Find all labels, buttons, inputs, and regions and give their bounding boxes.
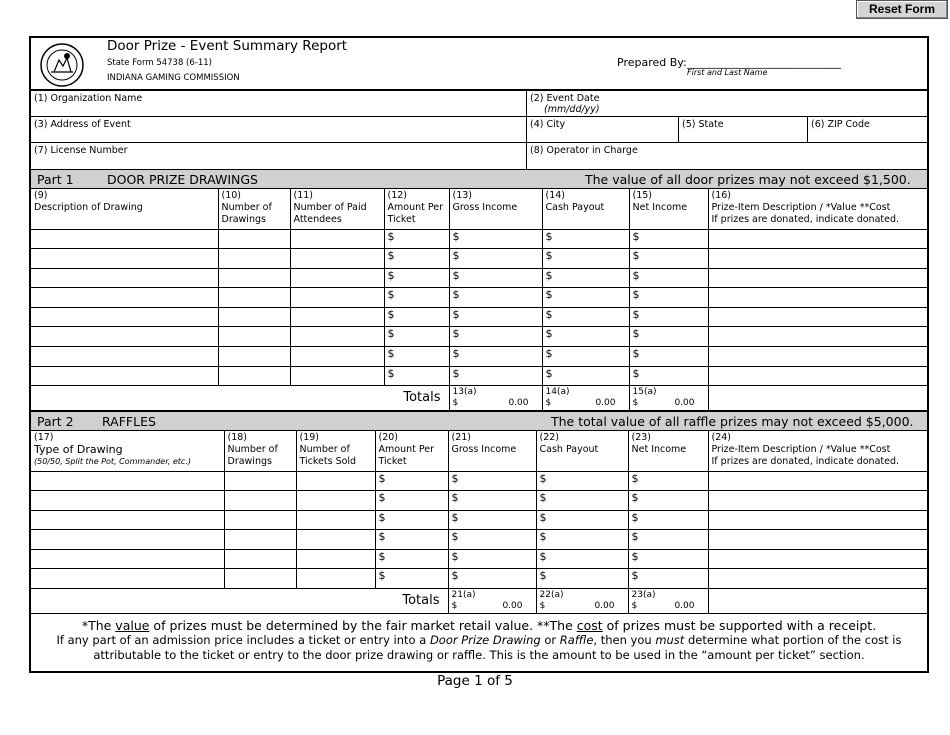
entry-cell[interactable]	[708, 491, 927, 511]
entry-cell[interactable]: $	[449, 366, 542, 386]
entry-cell[interactable]	[708, 471, 927, 491]
entry-cell[interactable]: $	[375, 471, 448, 491]
state-seal-icon	[39, 42, 85, 88]
entry-cell[interactable]	[31, 268, 218, 288]
entry-cell[interactable]: $	[384, 366, 449, 386]
column-header: (18) Number of Drawings	[224, 431, 296, 471]
entry-cell[interactable]: $	[542, 268, 629, 288]
entry-cell[interactable]	[31, 327, 218, 347]
entry-cell[interactable]: $	[628, 549, 708, 569]
table-row	[31, 510, 927, 530]
form-title: Door Prize - Event Summary Report	[107, 38, 348, 54]
total-amount: 22(a) $ 0.00	[536, 589, 628, 614]
city-field[interactable]: (4) City	[527, 117, 679, 142]
entry-cell[interactable]: $	[375, 510, 448, 530]
entry-cell[interactable]	[290, 249, 384, 269]
entry-cell[interactable]	[296, 471, 375, 491]
entry-cell[interactable]: $	[542, 366, 629, 386]
totals-blank	[708, 589, 927, 614]
address-field[interactable]: (3) Address of Event	[31, 117, 527, 142]
entry-cell[interactable]: $	[542, 307, 629, 327]
table-row	[31, 307, 927, 327]
table-row	[31, 288, 927, 308]
entry-cell[interactable]: $	[629, 307, 708, 327]
entry-cell[interactable]	[31, 249, 218, 269]
entry-cell[interactable]: $	[448, 569, 536, 589]
entry-cell[interactable]	[708, 510, 927, 530]
entry-cell[interactable]: $	[629, 347, 708, 367]
column-header: (17) Type of Drawing (50/50, Split the Pot, Commander, etc.)	[31, 431, 224, 471]
entry-cell[interactable]	[708, 549, 927, 569]
entry-cell[interactable]: $	[629, 229, 708, 249]
entry-cell[interactable]: $	[629, 288, 708, 308]
entry-cell[interactable]	[708, 569, 927, 589]
entry-cell[interactable]	[31, 491, 224, 511]
entry-cell[interactable]	[290, 347, 384, 367]
entry-cell[interactable]: $	[628, 491, 708, 511]
entry-cell[interactable]	[224, 491, 296, 511]
entry-cell[interactable]	[296, 549, 375, 569]
entry-cell[interactable]: $	[384, 347, 449, 367]
entry-cell[interactable]: $	[375, 491, 448, 511]
entry-cell[interactable]	[296, 569, 375, 589]
entry-cell[interactable]	[31, 307, 218, 327]
entry-cell[interactable]: $	[375, 530, 448, 550]
entry-cell[interactable]: $	[375, 569, 448, 589]
table-row	[31, 530, 927, 550]
entry-cell[interactable]: $	[449, 288, 542, 308]
column-header: (22) Cash Payout	[536, 431, 628, 471]
entry-cell[interactable]: $	[375, 549, 448, 569]
entry-cell[interactable]	[224, 569, 296, 589]
total-amount: 14(a) $ 0.00	[542, 386, 629, 411]
entry-cell[interactable]: $	[628, 471, 708, 491]
entry-cell[interactable]: $	[384, 327, 449, 347]
entry-cell[interactable]: $	[384, 268, 449, 288]
entry-cell[interactable]	[31, 471, 224, 491]
name-hint: First and Last Name	[687, 68, 768, 77]
entry-cell[interactable]: $	[536, 549, 628, 569]
table-row	[31, 249, 927, 269]
entry-cell[interactable]: $	[384, 249, 449, 269]
license-number-field[interactable]: (7) License Number	[31, 143, 527, 169]
table-row	[31, 549, 927, 569]
event-date-field[interactable]: (2) Event Date (mm/dd/yy)	[530, 93, 600, 115]
table-row	[31, 347, 927, 367]
entry-cell[interactable]: $	[449, 307, 542, 327]
entry-cell[interactable]	[708, 530, 927, 550]
entry-cell[interactable]	[290, 288, 384, 308]
entry-cell[interactable]: $	[629, 268, 708, 288]
entry-cell[interactable]	[218, 327, 290, 347]
entry-cell[interactable]	[218, 268, 290, 288]
entry-cell[interactable]	[708, 366, 927, 386]
entry-cell[interactable]	[708, 327, 927, 347]
column-header: (15) Net Income	[629, 189, 708, 229]
operator-field[interactable]: (8) Operator in Charge	[530, 145, 638, 156]
zip-field[interactable]: (6) ZIP Code	[811, 119, 870, 130]
column-header: (20) Amount Per Ticket	[375, 431, 448, 471]
entry-cell[interactable]: $	[628, 510, 708, 530]
entry-cell[interactable]	[218, 347, 290, 367]
raffle-table	[31, 431, 927, 614]
entry-cell[interactable]	[224, 530, 296, 550]
entry-cell[interactable]	[218, 249, 290, 269]
entry-cell[interactable]	[31, 366, 218, 386]
totals-row	[31, 589, 927, 614]
entry-cell[interactable]	[218, 366, 290, 386]
column-header: (16) Prize-Item Description / *Value **Cost If prizes are donated, indicate donated.	[708, 189, 927, 229]
prepared-by-label: Prepared By:	[617, 56, 687, 69]
form-header	[31, 38, 927, 90]
entry-cell[interactable]	[290, 229, 384, 249]
entry-cell[interactable]: $	[536, 491, 628, 511]
state-field[interactable]: (5) State	[679, 117, 808, 142]
column-header: (11) Number of Paid Attendees	[290, 189, 384, 229]
entry-cell[interactable]: $	[628, 530, 708, 550]
column-header: (21) Gross Income	[448, 431, 536, 471]
entry-cell[interactable]: $	[536, 569, 628, 589]
total-amount: 13(a) $ 0.00	[449, 386, 542, 411]
totals-label: Totals	[31, 386, 449, 411]
entry-cell[interactable]	[708, 307, 927, 327]
entry-cell[interactable]	[31, 347, 218, 367]
column-header: (13) Gross Income	[449, 189, 542, 229]
column-header: (19) Number of Tickets Sold	[296, 431, 375, 471]
entry-cell[interactable]: $	[448, 491, 536, 511]
form-number: State Form 54738 (6-11)	[107, 58, 212, 68]
entry-cell[interactable]: $	[448, 549, 536, 569]
table-row	[31, 366, 927, 386]
entry-cell[interactable]: $	[628, 569, 708, 589]
entry-cell[interactable]	[218, 307, 290, 327]
entry-cell[interactable]: $	[449, 268, 542, 288]
entry-cell[interactable]	[708, 347, 927, 367]
total-amount: 15(a) $ 0.00	[629, 386, 708, 411]
column-header: (12) Amount Per Ticket	[384, 189, 449, 229]
entry-cell[interactable]	[708, 268, 927, 288]
entry-cell[interactable]	[31, 288, 218, 308]
part2-header: Part 2 RAFFLES The total value of all raffle prizes may not exceed $5,000.	[31, 411, 927, 431]
entry-cell[interactable]	[218, 229, 290, 249]
agency-name: INDIANA GAMING COMMISSION	[107, 73, 240, 83]
page-number: Page 1 of 5	[437, 673, 513, 689]
entry-cell[interactable]: $	[384, 288, 449, 308]
entry-cell[interactable]	[218, 288, 290, 308]
column-header: (14) Cash Payout	[542, 189, 629, 229]
column-header: (23) Net Income	[628, 431, 708, 471]
entry-cell[interactable]: $	[384, 307, 449, 327]
organization-name-field[interactable]: (1) Organization Name	[31, 91, 527, 116]
entry-cell[interactable]	[708, 249, 927, 269]
entry-cell[interactable]: $	[629, 327, 708, 347]
table-row	[31, 471, 927, 491]
entry-cell[interactable]: $	[629, 249, 708, 269]
column-header: (9) Description of Drawing	[31, 189, 218, 229]
entry-cell[interactable]: $	[536, 471, 628, 491]
entry-cell[interactable]	[296, 510, 375, 530]
footer-notes: *The value of prizes must be determined by the fair market retail value. **The cost of prizes must be supported with a receipt. If any part of an admission price includes a ticket or entry into a Door Prize Drawing or Raffle, then you must determine what portion of the cost is attributable to the ticket or entry to the door prize drawing or raffle. This is the amount to be used in the “amount per ticket” section.	[56, 618, 902, 662]
entry-cell[interactable]	[290, 366, 384, 386]
total-amount: 21(a) $ 0.00	[448, 589, 536, 614]
entry-cell[interactable]: $	[542, 327, 629, 347]
entry-cell[interactable]: $	[536, 510, 628, 530]
totals-blank	[708, 386, 927, 411]
table-row	[31, 327, 927, 347]
entry-cell[interactable]: $	[449, 249, 542, 269]
report-form	[29, 36, 929, 673]
entry-cell[interactable]	[31, 229, 218, 249]
entry-cell[interactable]: $	[448, 471, 536, 491]
total-amount: 23(a) $ 0.00	[628, 589, 708, 614]
entry-cell[interactable]	[31, 510, 224, 530]
entry-cell[interactable]: $	[449, 229, 542, 249]
table-row	[31, 268, 927, 288]
entry-cell[interactable]	[224, 510, 296, 530]
column-header: (10) Number of Drawings	[218, 189, 290, 229]
entry-cell[interactable]	[290, 268, 384, 288]
entry-cell[interactable]: $	[536, 530, 628, 550]
entry-cell[interactable]: $	[448, 530, 536, 550]
entry-cell[interactable]: $	[542, 288, 629, 308]
reset-form-button[interactable]: Reset Form	[856, 0, 948, 19]
entry-cell[interactable]: $	[542, 249, 629, 269]
entry-cell[interactable]	[31, 530, 224, 550]
entry-cell[interactable]	[290, 327, 384, 347]
entry-cell[interactable]	[708, 288, 927, 308]
table-header-row	[31, 431, 927, 471]
entry-cell[interactable]: $	[449, 327, 542, 347]
entry-cell[interactable]	[296, 491, 375, 511]
entry-cell[interactable]	[708, 229, 927, 249]
entry-cell[interactable]	[224, 549, 296, 569]
entry-cell[interactable]: $	[448, 510, 536, 530]
entry-cell[interactable]: $	[384, 229, 449, 249]
entry-cell[interactable]: $	[629, 366, 708, 386]
table-row	[31, 569, 927, 589]
totals-label: Totals	[31, 589, 448, 614]
table-row	[31, 491, 927, 511]
entry-cell[interactable]: $	[542, 347, 629, 367]
totals-row	[31, 386, 927, 411]
entry-cell[interactable]	[31, 569, 224, 589]
entry-cell[interactable]	[296, 530, 375, 550]
entry-cell[interactable]	[224, 471, 296, 491]
prepared-by-field[interactable]: ____________________________	[687, 56, 841, 69]
part1-header: Part 1 DOOR PRIZE DRAWINGS The value of all door prizes may not exceed $1,500.	[31, 169, 927, 189]
entry-cell[interactable]: $	[542, 229, 629, 249]
column-header: (24) Prize-Item Description / *Value **Cost If prizes are donated, indicate donated.	[708, 431, 927, 471]
entry-cell[interactable]	[31, 549, 224, 569]
table-header-row	[31, 189, 927, 229]
entry-cell[interactable]	[290, 307, 384, 327]
entry-cell[interactable]: $	[449, 347, 542, 367]
table-row	[31, 229, 927, 249]
door-prize-table	[31, 189, 927, 411]
